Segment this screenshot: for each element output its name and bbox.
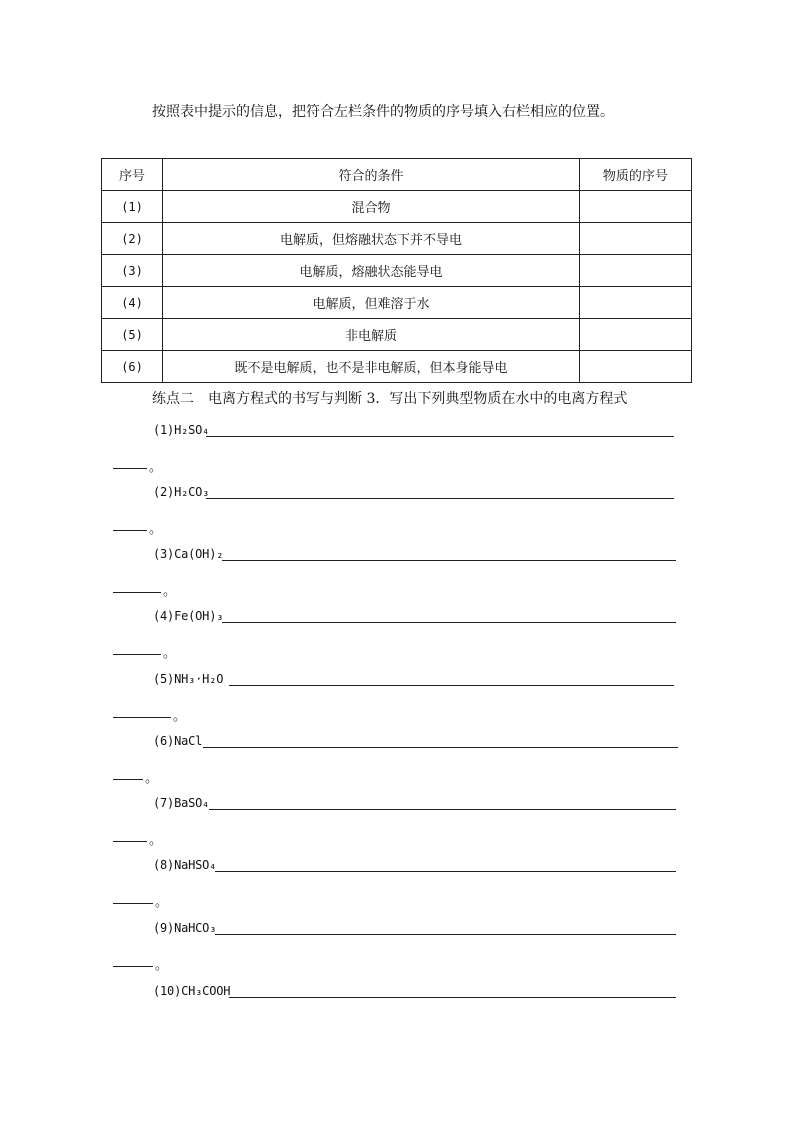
row-number: (4) xyxy=(102,287,163,319)
equation-item xyxy=(0,858,794,928)
row-condition: 混合物 xyxy=(163,191,580,223)
item-number: (4) xyxy=(153,609,175,623)
answer-blank-line[interactable] xyxy=(206,436,674,437)
answer-blank-line[interactable] xyxy=(222,622,676,623)
equation-label xyxy=(153,423,209,437)
equation-item xyxy=(0,984,794,1054)
answer-blank-line[interactable] xyxy=(215,934,676,935)
row-condition: 既不是电解质，也不是非电解质，但本身能导电 xyxy=(163,351,580,383)
chemical-formula: Fe(OH)₃ xyxy=(174,609,224,623)
equation-item xyxy=(0,423,794,493)
chemical-formula: NH₃·H₂O xyxy=(174,672,224,686)
period-mark: 。 xyxy=(173,709,187,724)
equation-label xyxy=(153,921,216,935)
equation-item xyxy=(0,485,794,555)
answer-blank-continuation[interactable] xyxy=(113,779,143,780)
table-row xyxy=(102,287,692,319)
equation-label xyxy=(153,734,202,748)
equation-item xyxy=(0,734,794,804)
chemical-formula: NaHSO₄ xyxy=(174,858,217,872)
equation-label xyxy=(153,485,209,499)
row-number: (2) xyxy=(102,223,163,255)
chemical-formula: Ca(OH)₂ xyxy=(174,547,224,561)
period-mark: 。 xyxy=(155,958,169,973)
equation-label xyxy=(153,858,216,872)
period-mark: 。 xyxy=(149,833,163,848)
item-number: (1) xyxy=(153,423,175,437)
item-number: (7) xyxy=(153,796,175,810)
table-header-row xyxy=(102,159,692,191)
chemical-formula: H₂CO₃ xyxy=(174,485,210,499)
row-number: (3) xyxy=(102,255,163,287)
answer-blank-continuation[interactable] xyxy=(113,966,153,967)
table-row xyxy=(102,255,692,287)
header-number: 序号 xyxy=(102,159,163,191)
answer-cell[interactable] xyxy=(579,191,691,223)
item-number: (8) xyxy=(153,858,175,872)
answer-blank-continuation[interactable] xyxy=(113,592,161,593)
table-row xyxy=(102,319,692,351)
answer-cell[interactable] xyxy=(579,223,691,255)
answer-blank-continuation[interactable] xyxy=(113,654,161,655)
period-mark: 。 xyxy=(149,522,163,537)
period-mark: 。 xyxy=(145,771,159,786)
item-number: (9) xyxy=(153,921,175,935)
table-row xyxy=(102,223,692,255)
answer-cell[interactable] xyxy=(579,255,691,287)
answer-blank-line[interactable] xyxy=(203,747,678,748)
answer-blank-continuation[interactable] xyxy=(113,841,147,842)
answer-cell[interactable] xyxy=(579,351,691,383)
table-row xyxy=(102,191,692,223)
answer-blank-continuation[interactable] xyxy=(113,717,171,718)
equation-label xyxy=(153,547,223,561)
equation-label xyxy=(153,984,230,998)
answer-blank-line[interactable] xyxy=(229,997,676,998)
equation-label xyxy=(153,672,223,686)
answer-blank-line[interactable] xyxy=(206,498,674,499)
equation-item xyxy=(0,609,794,679)
period-mark: 。 xyxy=(149,460,163,475)
chemical-formula: NaHCO₃ xyxy=(174,921,217,935)
answer-blank-continuation[interactable] xyxy=(113,530,147,531)
answer-cell[interactable] xyxy=(579,287,691,319)
instruction-text: 按照表中提示的信息，把符合左栏条件的物质的序号填入右栏相应的位置。 xyxy=(152,104,614,120)
row-condition: 非电解质 xyxy=(163,319,580,351)
equation-item xyxy=(0,921,794,991)
item-number: (2) xyxy=(153,485,175,499)
row-condition: 电解质，熔融状态能导电 xyxy=(163,255,580,287)
conditions-table xyxy=(101,158,692,383)
answer-blank-continuation[interactable] xyxy=(113,468,147,469)
chemical-formula: NaCl xyxy=(174,734,203,748)
row-condition: 电解质，但熔融状态下并不导电 xyxy=(163,223,580,255)
period-mark: 。 xyxy=(163,584,177,599)
answer-blank-line[interactable] xyxy=(229,685,674,686)
header-condition: 符合的条件 xyxy=(163,159,580,191)
answer-cell[interactable] xyxy=(579,319,691,351)
equation-item xyxy=(0,796,794,866)
item-number: (3) xyxy=(153,547,175,561)
equation-item xyxy=(0,672,794,742)
chemical-formula: CH₃COOH xyxy=(181,984,231,998)
chemical-formula: BaSO₄ xyxy=(174,796,210,810)
item-number: (5) xyxy=(153,672,175,686)
row-number: (1) xyxy=(102,191,163,223)
row-number: (6) xyxy=(102,351,163,383)
row-number: (5) xyxy=(102,319,163,351)
row-condition: 电解质，但难溶于水 xyxy=(163,287,580,319)
header-answer: 物质的序号 xyxy=(579,159,691,191)
answer-blank-continuation[interactable] xyxy=(113,903,153,904)
answer-blank-line[interactable] xyxy=(222,560,676,561)
item-number: (10) xyxy=(153,984,182,998)
equation-item xyxy=(0,547,794,617)
equation-label xyxy=(153,609,223,623)
item-number: (6) xyxy=(153,734,175,748)
equation-label xyxy=(153,796,209,810)
answer-blank-line[interactable] xyxy=(215,871,676,872)
period-mark: 。 xyxy=(155,895,169,910)
table-row xyxy=(102,351,692,383)
period-mark: 。 xyxy=(163,646,177,661)
chemical-formula: H₂SO₄ xyxy=(174,423,210,437)
section-title: 练点二 电离方程式的书写与判断 3．写出下列典型物质在水中的电离方程式 xyxy=(152,391,628,407)
answer-blank-line[interactable] xyxy=(209,809,676,810)
